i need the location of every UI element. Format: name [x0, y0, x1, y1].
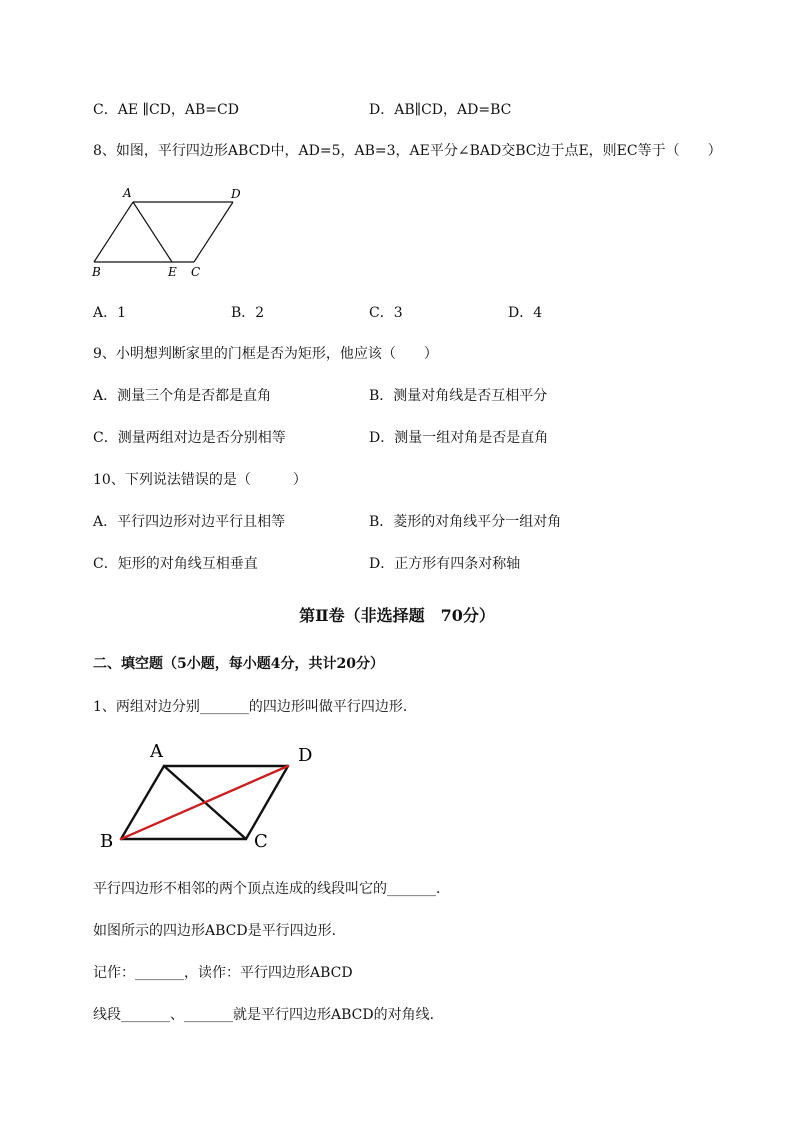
q10-option-b: B．菱形的对角线平分一组对角: [369, 514, 562, 530]
q10-option-d: D．正方形有四条对称轴: [369, 556, 521, 572]
section-fill-in-heading: 二、填空题（5小题，每小题4分，共计20分）: [93, 656, 384, 672]
q7-option-d: D．AB∥CD，AD=BC: [369, 102, 512, 118]
q9-option-c: C．测量两组对边是否分别相等: [93, 430, 286, 446]
q8-option-b: B．2: [231, 305, 265, 321]
q9-option-d: D．测量一组对角是否是直角: [369, 430, 549, 446]
q8-label-a: A: [123, 186, 132, 200]
q7-option-c: C．AE ∥CD，AB=CD: [93, 102, 239, 118]
fill1-side-dc: [246, 766, 288, 839]
fill1-label-b: B: [100, 831, 114, 852]
q9-option-b: B．测量对角线是否互相平分: [369, 388, 548, 404]
q8-side-dc: [194, 202, 233, 262]
q8-option-c: C．3: [369, 305, 403, 321]
q8-segment-ae: [133, 202, 172, 262]
part2-title: 第Ⅱ卷（非选择题 70分）: [299, 606, 495, 625]
fill1-line-notation: 记作：_______，读作：平行四边形ABCD: [93, 965, 353, 981]
fill1-line-figure-note: 如图所示的四边形ABCD是平行四边形．: [93, 923, 346, 939]
fill1-diagonal-bd: [121, 766, 288, 839]
q8-stem: 8、如图，平行四边形ABCD中，AD=5，AB=3，AE平分∠BAD交BC边于点E，则EC等于（ ）: [93, 143, 722, 159]
q8-label-e: E: [168, 265, 177, 279]
q10-option-c: C．矩形的对角线互相垂直: [93, 556, 258, 572]
q8-parallelogram-figure: [85, 180, 255, 280]
fill1-label-a: A: [150, 741, 163, 762]
q9-stem: 9、小明想判断家里的门框是否为矩形，他应该（ ）: [93, 346, 438, 362]
q10-stem: 10、下列说法错误的是（ ）: [93, 472, 307, 488]
fill1-side-ab: [121, 766, 164, 839]
fill1-label-c: C: [254, 831, 268, 852]
fill1-parallelogram-figure: [95, 735, 335, 855]
q9-option-a: A．测量三个角是否都是直角: [93, 388, 272, 404]
fill1-line-diagonal-definition: 平行四边形不相邻的两个顶点连成的线段叫它的_______．: [93, 881, 450, 897]
q8-option-a: A．1: [93, 305, 127, 321]
q8-label-c: C: [191, 265, 201, 279]
fill1-label-d: D: [298, 745, 313, 766]
q8-option-d: D．4: [508, 305, 543, 321]
q8-label-b: B: [92, 265, 101, 279]
q10-option-a: A．平行四边形对边平行且相等: [93, 514, 286, 530]
fill1-stem: 1、两组对边分别_______的四边形叫做平行四边形．: [93, 699, 417, 715]
q8-side-ab: [94, 202, 133, 262]
fill1-line-diagonals: 线段_______、_______就是平行四边形ABCD的对角线．: [93, 1007, 444, 1023]
q8-label-d: D: [231, 187, 241, 201]
